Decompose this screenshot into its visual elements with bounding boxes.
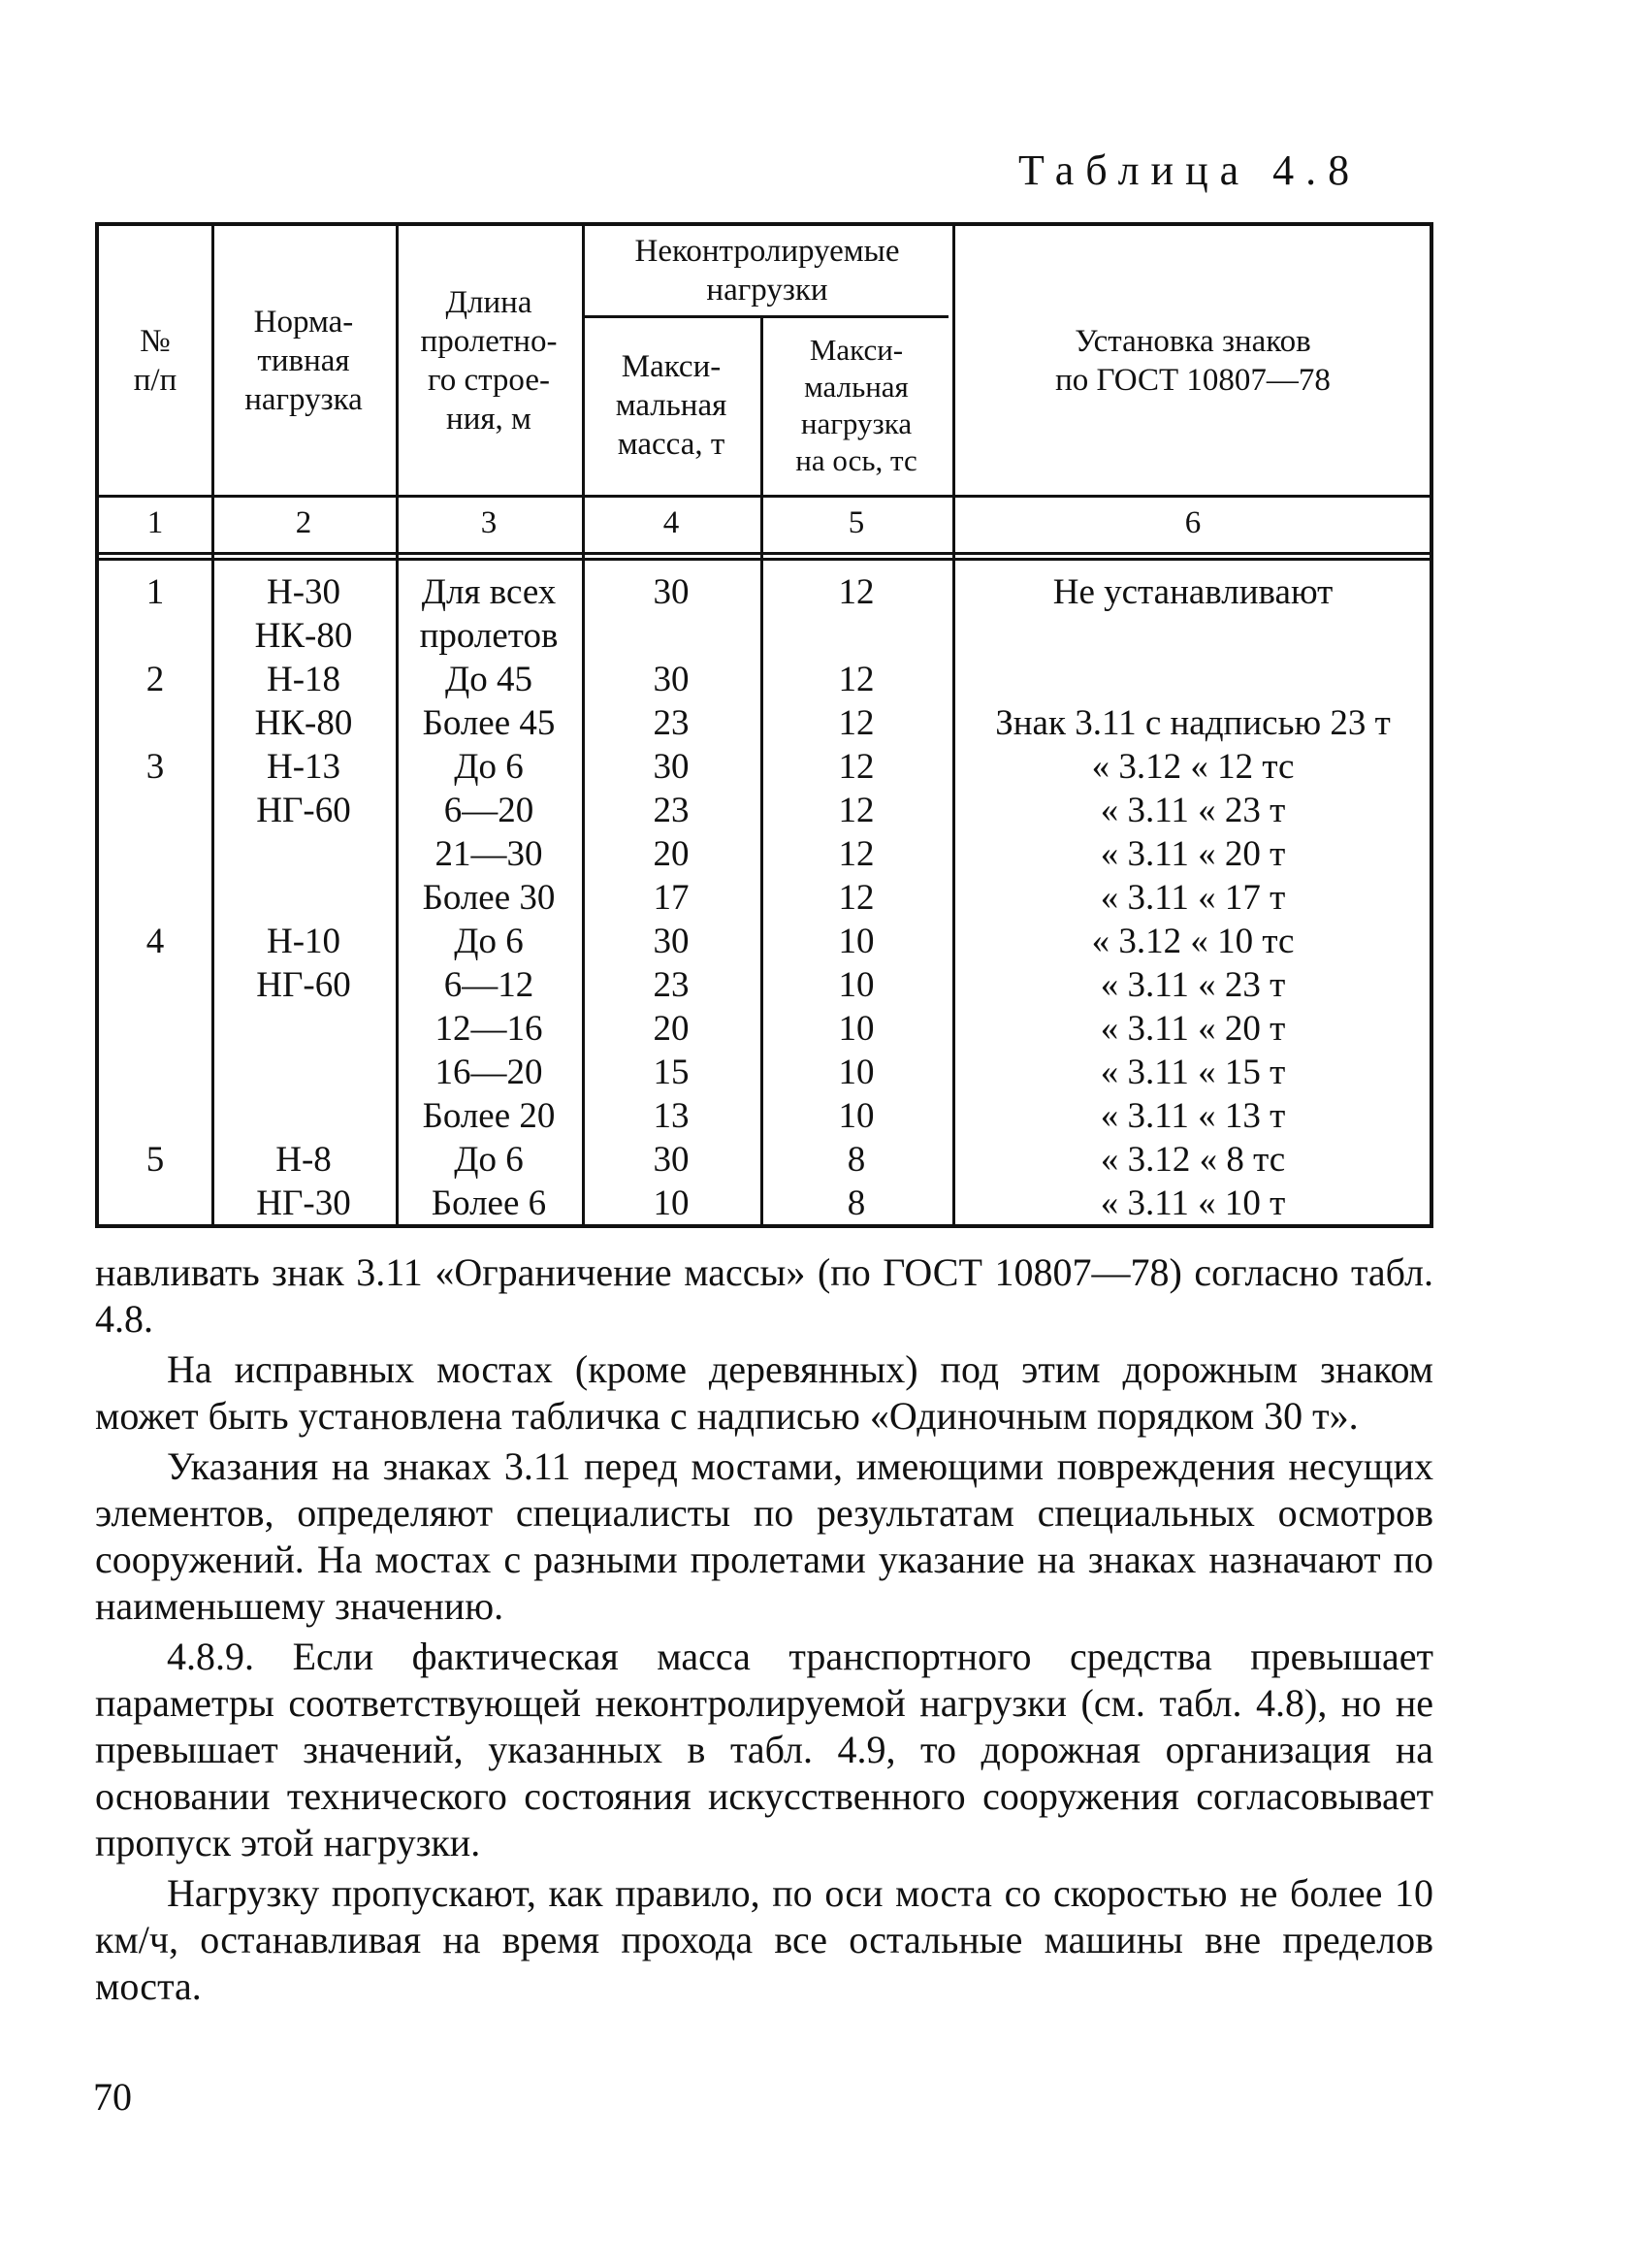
- body-text: [95, 1249, 1433, 2014]
- column-number: 5: [848, 504, 865, 540]
- cell-span: До 6: [454, 747, 524, 787]
- cell-axle: 12: [838, 834, 875, 874]
- cell-span: 6—12: [443, 965, 534, 1005]
- cell-num: [99, 789, 211, 832]
- cell-num: 4: [145, 922, 165, 961]
- load-table: [95, 222, 1433, 1228]
- cell-sign: « 3.11 « 13 т: [1100, 1096, 1286, 1136]
- header-line: п/п: [133, 362, 177, 398]
- cell-num: [99, 614, 211, 658]
- cell-load: НК-80: [254, 616, 353, 656]
- cell-sign: « 3.11 « 23 т: [1100, 965, 1286, 1005]
- cell-sign: « 3.11 « 17 т: [1100, 878, 1286, 918]
- cell-span: 6—20: [443, 791, 534, 830]
- header-line: нагрузка: [244, 381, 363, 417]
- cell-axle: 8: [847, 1140, 866, 1180]
- header-line: Макси-: [621, 348, 722, 384]
- cell-sign: [952, 614, 1433, 658]
- cell-mass: 20: [653, 1009, 690, 1049]
- cell-num: [99, 1094, 211, 1138]
- cell-num: [99, 701, 211, 745]
- cell-span: 16—20: [434, 1053, 543, 1092]
- column-number: 4: [662, 504, 680, 540]
- cell-load: [211, 1007, 396, 1051]
- cell-mass: 30: [653, 1140, 690, 1180]
- header-sign: [952, 226, 1433, 495]
- paragraph: 4.8.9. Если фактическая масса транспортного средства превышает параметры соответствующей неконтролируемой нагрузки (см. табл. 4.8), но не превышает значений, указанных в табл. 4.9, то дорожная организация на основании технического состояния искусственного сооружения согласовывает пропуск этой нагрузки.: [95, 1635, 1433, 1864]
- header-line: нагрузка: [800, 405, 913, 440]
- cell-load: [211, 1051, 396, 1094]
- paragraph: Нагрузку пропускают, как правило, по оси моста со скоростью не более 10 км/ч, останавливая на время прохода все остальные машины вне пределов моста.: [95, 1871, 1433, 2008]
- header-mass: [582, 315, 760, 495]
- cell-axle: 10: [838, 1053, 875, 1092]
- cell-mass: 30: [653, 660, 690, 699]
- table-caption: Таблица 4.8: [1018, 146, 1362, 194]
- header-line: на ось, тс: [795, 442, 917, 477]
- cell-load: [211, 1094, 396, 1138]
- cell-axle: 12: [838, 747, 875, 787]
- cell-mass: 23: [653, 791, 690, 830]
- cell-load: НГ-60: [256, 965, 351, 1005]
- cell-load: Н-8: [275, 1140, 332, 1180]
- header-group: [582, 226, 952, 315]
- cell-span: 21—30: [434, 834, 543, 874]
- cell-load: Н-18: [266, 660, 341, 699]
- cell-mass: [582, 614, 760, 658]
- column-number: 1: [146, 504, 164, 540]
- page-number: 70: [93, 2075, 132, 2119]
- header-line: Норма-: [253, 304, 354, 340]
- column-number: 2: [295, 504, 312, 540]
- cell-sign: « 3.11 « 20 т: [1100, 834, 1286, 874]
- cell-span: Более 45: [422, 703, 556, 743]
- cell-num: [99, 1182, 211, 1225]
- header-axle: [760, 315, 952, 495]
- cell-axle: [760, 614, 952, 658]
- cell-span: Более 6: [431, 1183, 547, 1223]
- cell-load: НГ-60: [256, 791, 351, 830]
- cell-sign: [952, 658, 1433, 701]
- cell-load: [211, 876, 396, 920]
- cell-num: [99, 876, 211, 920]
- cell-mass: 30: [653, 922, 690, 961]
- header-line: мальная: [615, 387, 727, 423]
- cell-mass: 20: [653, 834, 690, 874]
- header-line: Макси-: [809, 332, 904, 367]
- cell-axle: 12: [838, 572, 875, 612]
- cell-num: [99, 963, 211, 1007]
- header-load: [211, 226, 396, 495]
- cell-load: Н-10: [266, 922, 341, 961]
- cell-sign: Не устанавливают: [1052, 572, 1334, 612]
- cell-sign: « 3.11 « 10 т: [1100, 1183, 1286, 1223]
- cell-mass: 23: [653, 965, 690, 1005]
- cell-axle: 10: [838, 1009, 875, 1049]
- paragraph: навливать знак 3.11 «Ограничение массы» (по ГОСТ 10807—78) согласно табл. 4.8.: [95, 1250, 1433, 1341]
- cell-num: 3: [145, 747, 165, 787]
- cell-span: Более 20: [422, 1096, 556, 1136]
- header-span: [396, 226, 582, 495]
- cell-num: 2: [145, 660, 165, 699]
- cell-axle: 10: [838, 1096, 875, 1136]
- cell-sign: « 3.12 « 10 тс: [1091, 922, 1295, 961]
- cell-load: Н-30: [266, 572, 341, 612]
- cell-span: До 45: [445, 660, 532, 699]
- cell-sign: « 3.11 « 23 т: [1100, 791, 1286, 830]
- header-line: мальная: [804, 369, 909, 404]
- header-line: по ГОСТ 10807—78: [1055, 362, 1331, 398]
- cell-span: Для всех: [421, 572, 557, 612]
- cell-axle: 8: [847, 1183, 866, 1223]
- cell-num: [99, 1051, 211, 1094]
- cell-axle: 12: [838, 791, 875, 830]
- cell-span: 12—16: [434, 1009, 543, 1049]
- cell-mass: 15: [653, 1053, 690, 1092]
- header-line: го строе-: [428, 362, 550, 398]
- header-line: ния, м: [446, 401, 531, 437]
- header-line: Неконтролируемые: [634, 234, 900, 269]
- header-line: тивная: [257, 342, 350, 378]
- cell-sign: « 3.11 « 20 т: [1100, 1009, 1286, 1049]
- cell-sign: « 3.12 « 8 тс: [1100, 1140, 1286, 1180]
- cell-sign: « 3.12 « 12 тс: [1091, 747, 1295, 787]
- cell-span: Более 30: [422, 878, 556, 918]
- header-line: масса, т: [617, 426, 725, 462]
- cell-mass: 10: [653, 1183, 690, 1223]
- header-line: Длина: [445, 284, 532, 320]
- cell-num: 1: [145, 572, 165, 612]
- header-line: нагрузки: [706, 273, 828, 308]
- cell-axle: 12: [838, 703, 875, 743]
- cell-span: До 6: [454, 1140, 524, 1180]
- cell-sign: Знак 3.11 с надписью 23 т: [995, 703, 1391, 743]
- cell-num: [99, 1007, 211, 1051]
- cell-mass: 30: [653, 747, 690, 787]
- cell-axle: 12: [838, 878, 875, 918]
- cell-num: [99, 832, 211, 876]
- cell-axle: 10: [838, 965, 875, 1005]
- cell-load: [211, 832, 396, 876]
- cell-span: пролетов: [419, 616, 559, 656]
- cell-mass: 30: [653, 572, 690, 612]
- cell-mass: 13: [653, 1096, 690, 1136]
- header-line: №: [140, 323, 171, 359]
- header-line: пролетно-: [420, 323, 558, 359]
- column-number: 3: [480, 504, 498, 540]
- header-num: [99, 226, 211, 495]
- header-line: Установка знаков: [1075, 323, 1311, 359]
- paragraph: Указания на знаках 3.11 перед мостами, имеющими повреждения несущих элементов, определяют специалисты по результатам специальных осмотров сооружений. На мостах с разными пролетами указание на знаках назначают по наименьшему значению.: [95, 1444, 1433, 1628]
- cell-axle: 12: [838, 660, 875, 699]
- cell-mass: 17: [653, 878, 690, 918]
- cell-span: До 6: [454, 922, 524, 961]
- cell-num: 5: [145, 1140, 165, 1180]
- cell-sign: « 3.11 « 15 т: [1100, 1053, 1286, 1092]
- cell-mass: 23: [653, 703, 690, 743]
- cell-load: НК-80: [254, 703, 353, 743]
- column-number: 6: [1184, 504, 1202, 540]
- cell-load: НГ-30: [256, 1183, 351, 1223]
- cell-load: Н-13: [266, 747, 341, 787]
- cell-axle: 10: [838, 922, 875, 961]
- paragraph: На исправных мостах (кроме деревянных) под этим дорожным знаком может быть установлена табличка с надписью «Одиночным порядком 30 т».: [95, 1347, 1433, 1438]
